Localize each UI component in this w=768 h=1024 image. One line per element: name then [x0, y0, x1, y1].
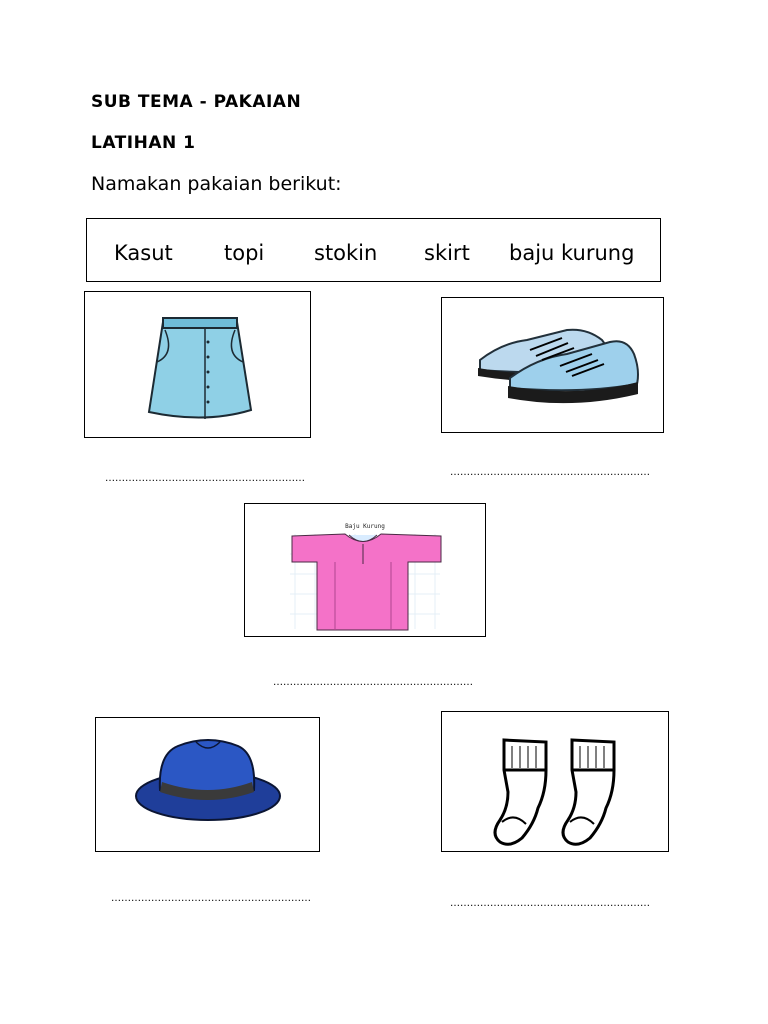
word-bank-item: baju kurung: [509, 241, 635, 265]
word-bank-item: Kasut: [114, 241, 173, 265]
answer-line[interactable]: ……………………………………………………: [111, 893, 311, 904]
baju-kurung-picture-frame: [244, 503, 486, 637]
worksheet-subtitle: SUB TEMA - PAKAIAN: [91, 92, 302, 112]
word-bank-item: topi: [224, 241, 265, 265]
socks-icon: [442, 712, 668, 851]
skirt-icon: [85, 292, 310, 437]
answer-line[interactable]: ……………………………………………………: [450, 467, 650, 478]
word-bank-item: stokin: [314, 241, 378, 265]
answer-line[interactable]: ……………………………………………………: [105, 473, 305, 484]
word-bank-box: [86, 218, 661, 282]
answer-line[interactable]: ……………………………………………………: [450, 898, 650, 909]
shoes-picture-frame: [441, 297, 664, 433]
answer-line[interactable]: ……………………………………………………: [273, 677, 473, 688]
skirt-picture-frame: [84, 291, 311, 438]
socks-picture-frame: [441, 711, 669, 852]
exercise-heading: LATIHAN 1: [91, 133, 196, 153]
baju-kurung-caption: Baju Kurung: [345, 523, 385, 530]
shoes-icon: [442, 298, 663, 432]
hat-icon: [96, 718, 319, 851]
hat-picture-frame: [95, 717, 320, 852]
baju-kurung-icon: [245, 504, 485, 636]
instruction-text: Namakan pakaian berikut:: [91, 173, 342, 195]
word-bank-item: skirt: [424, 241, 470, 265]
